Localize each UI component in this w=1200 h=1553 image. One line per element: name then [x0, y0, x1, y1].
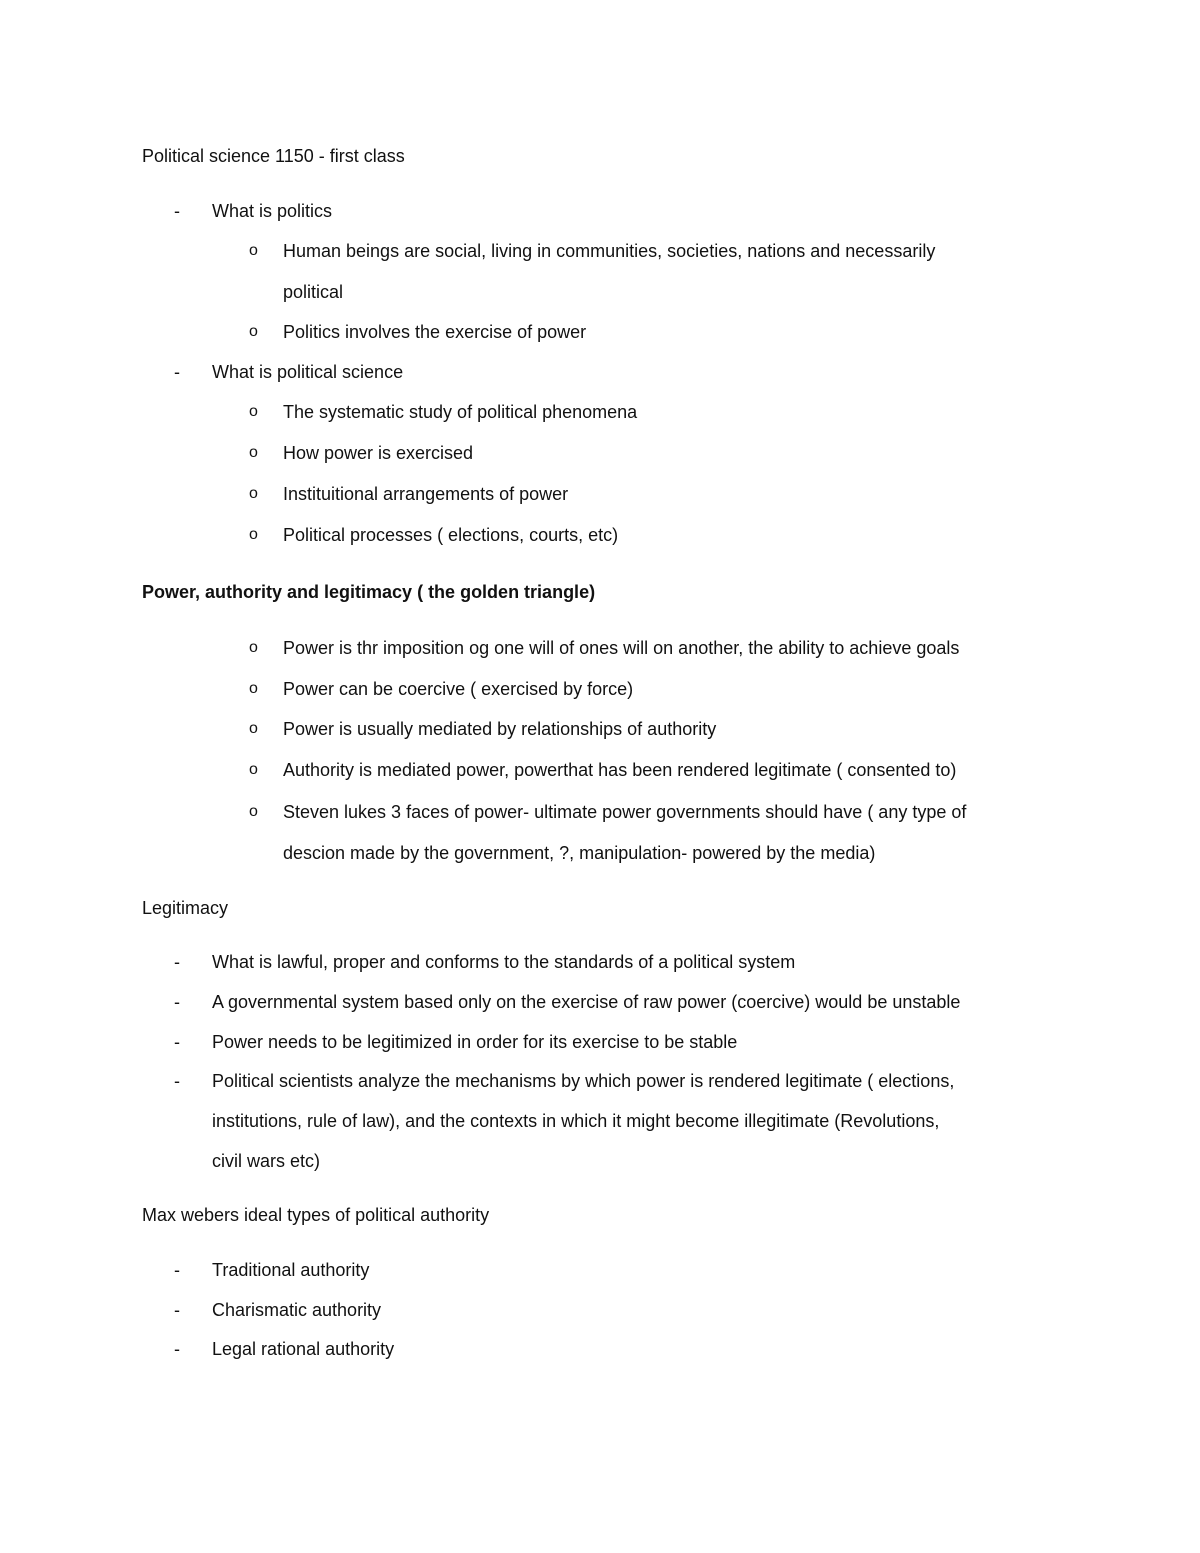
- list-item: Power needs to be legitimized in order for its exercise to be stable: [212, 1032, 738, 1052]
- list-item: Instituitional arrangements of power: [283, 484, 569, 504]
- list-item: How power is exercised: [283, 443, 474, 463]
- list-item: Authority is mediated power, powerthat has been rendered legitimate ( consented to): [283, 760, 957, 780]
- list-item: Political processes ( elections, courts, etc): [283, 525, 619, 545]
- circle-bullet: o: [249, 680, 258, 697]
- section-heading: Legitimacy: [142, 898, 229, 918]
- circle-bullet: o: [249, 761, 258, 778]
- circle-bullet: o: [249, 526, 258, 543]
- list-item: Power is thr imposition og one will of ones will on another, the ability to achieve goals: [283, 638, 960, 658]
- list-item: What is political science: [212, 362, 404, 382]
- dash-bullet: -: [174, 1260, 180, 1280]
- list-item: Legal rational authority: [212, 1339, 395, 1359]
- dash-bullet: -: [174, 1300, 180, 1320]
- list-item: Traditional authority: [212, 1260, 370, 1280]
- list-item: A governmental system based only on the exercise of raw power (coercive) would be unstable: [212, 992, 961, 1012]
- section-heading: Max webers ideal types of political authority: [142, 1205, 490, 1225]
- dash-bullet: -: [174, 362, 180, 382]
- list-item: The systematic study of political phenomena: [283, 402, 638, 422]
- document-title: Political science 1150 - first class: [142, 146, 405, 166]
- list-item-continuation: political: [283, 282, 344, 302]
- circle-bullet: o: [249, 444, 258, 461]
- dash-bullet: -: [174, 1071, 180, 1091]
- circle-bullet: o: [249, 242, 258, 259]
- list-item-continuation: civil wars etc): [212, 1151, 321, 1171]
- list-item: Political scientists analyze the mechanisms by which power is rendered legitimate ( elections,: [212, 1071, 955, 1091]
- list-item-continuation: institutions, rule of law), and the contexts in which it might become illegitimate (Revolutions,: [212, 1111, 940, 1131]
- circle-bullet: o: [249, 323, 258, 340]
- dash-bullet: -: [174, 992, 180, 1012]
- list-item: What is lawful, proper and conforms to the standards of a political system: [212, 952, 796, 972]
- circle-bullet: o: [249, 720, 258, 737]
- dash-bullet: -: [174, 1339, 180, 1359]
- dash-bullet: -: [174, 201, 180, 221]
- list-item: Steven lukes 3 faces of power- ultimate power governments should have ( any type of: [283, 802, 967, 822]
- circle-bullet: o: [249, 403, 258, 420]
- list-item: Human beings are social, living in communities, societies, nations and necessarily: [283, 241, 936, 261]
- list-item: Power is usually mediated by relationships of authority: [283, 719, 717, 739]
- section-heading: Power, authority and legitimacy ( the golden triangle): [142, 582, 596, 602]
- circle-bullet: o: [249, 639, 258, 656]
- dash-bullet: -: [174, 952, 180, 972]
- list-item-continuation: descion made by the government, ?, manipulation- powered by the media): [283, 843, 876, 863]
- list-item: Politics involves the exercise of power: [283, 322, 587, 342]
- circle-bullet: o: [249, 485, 258, 502]
- list-item: What is politics: [212, 201, 333, 221]
- list-item: Charismatic authority: [212, 1300, 382, 1320]
- dash-bullet: -: [174, 1032, 180, 1052]
- circle-bullet: o: [249, 803, 258, 820]
- list-item: Power can be coercive ( exercised by force): [283, 679, 634, 699]
